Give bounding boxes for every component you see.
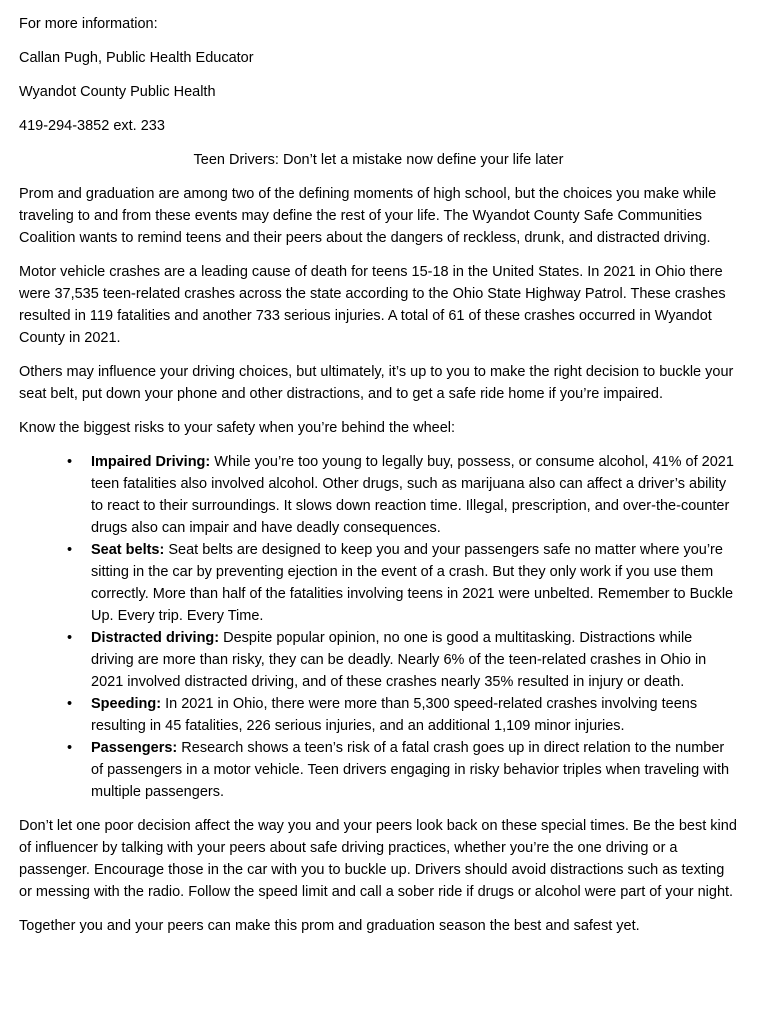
contact-lead: For more information:	[19, 16, 158, 32]
list-item-passengers	[91, 737, 738, 803]
risk-label-seat-belts: Seat belts:	[91, 542, 165, 558]
contact-organization: Wyandot County Public Health	[19, 84, 216, 100]
list-item-speeding	[91, 693, 738, 737]
risk-text-impaired-driving: While you’re too young to legally buy, possess, or consume alcohol, 41% of 2021 teen fatalities also involved alcohol. Other drugs, such as marijuana also can affect a driver’s ability to react to their surroundings. It slows down reaction time. Illegal, prescription, and over-the-counter drugs also can impair and have deadly consequences.	[91, 454, 734, 536]
list-item-distracted-driving	[91, 627, 738, 693]
paragraph-intro: Prom and graduation are among two of the defining moments of high school, but the choices you make while traveling to and from these events may define the rest of your life. The Wyandot County Safe Communities Coalition wants to remind teens and their peers about the dangers of reckless, drunk, and distracted driving.	[19, 186, 717, 246]
paragraph-your-choices: Others may influence your driving choices, but ultimately, it’s up to you to make the right decision to buckle your seat belt, put down your phone and other distractions, and to get a safe ride home if you’re impaired.	[19, 364, 734, 402]
risk-label-impaired-driving: Impaired Driving:	[91, 454, 211, 470]
paragraph-closing-advice: Don’t let one poor decision affect the way you and your peers look back on these special times. Be the best kind of influencer by talking with your peers about safe driving practices, whether you’re the one driving or a passenger. Encourage those in the car with you to buckle up. Drivers should avoid distractions such as texting or messing with the radio. Follow the speed limit and call a sober ride if drugs or alcohol were part of your night.	[19, 818, 737, 900]
risk-text-seat-belts: Seat belts are designed to keep you and your passengers safe no matter where you’re sitting in the car by preventing ejection in the event of a crash. But they only work if you use them correctly. More than half of the fatalities involving teens in 2021 were unbelted. Remember to Buckle Up. Every trip. Every Time.	[91, 542, 734, 624]
contact-phone: 419-294-3852 ext. 233	[19, 118, 165, 134]
list-item-impaired-driving	[91, 451, 738, 539]
risk-text-passengers: Research shows a teen’s risk of a fatal crash goes up in direct relation to the number of passengers in a motor vehicle. Teen drivers engaging in risky behavior triples when traveling with multiple passengers.	[91, 740, 730, 800]
risk-text-speeding: In 2021 in Ohio, there were more than 5,300 speed-related crashes involving teens resulting in 45 fatalities, 226 serious injuries, and an additional 1,109 minor injuries.	[91, 696, 698, 734]
paragraph-crash-statistics: Motor vehicle crashes are a leading cause of death for teens 15-18 in the United States. In 2021 in Ohio there were 37,535 teen-related crashes across the state according to the Ohio State Highway Patrol. These crashes resulted in 119 fatalities and another 733 serious injuries. A total of 61 of these crashes occurred in Wyandot County in 2021.	[19, 264, 726, 346]
contact-name-title: Callan Pugh, Public Health Educator	[19, 50, 254, 66]
list-item-seat-belts	[91, 539, 738, 627]
paragraph-risks-lead-in: Know the biggest risks to your safety when you’re behind the wheel:	[19, 420, 456, 436]
risk-list	[19, 451, 738, 803]
paragraph-final: Together you and your peers can make this prom and graduation season the best and safest yet.	[19, 918, 640, 934]
risk-label-distracted-driving: Distracted driving:	[91, 630, 220, 646]
document-title: Teen Drivers: Don’t let a mistake now define your life later	[193, 152, 564, 168]
risk-label-speeding: Speeding:	[91, 696, 162, 712]
risk-label-passengers: Passengers:	[91, 740, 178, 756]
risk-text-distracted-driving: Despite popular opinion, no one is good a multitasking. Distractions while driving are more than risky, they can be deadly. Nearly 6% of the teen-related crashes in Ohio in 2021 involved distracted driving, and of these crashes nearly 35% resulted in injury or death.	[91, 630, 707, 690]
